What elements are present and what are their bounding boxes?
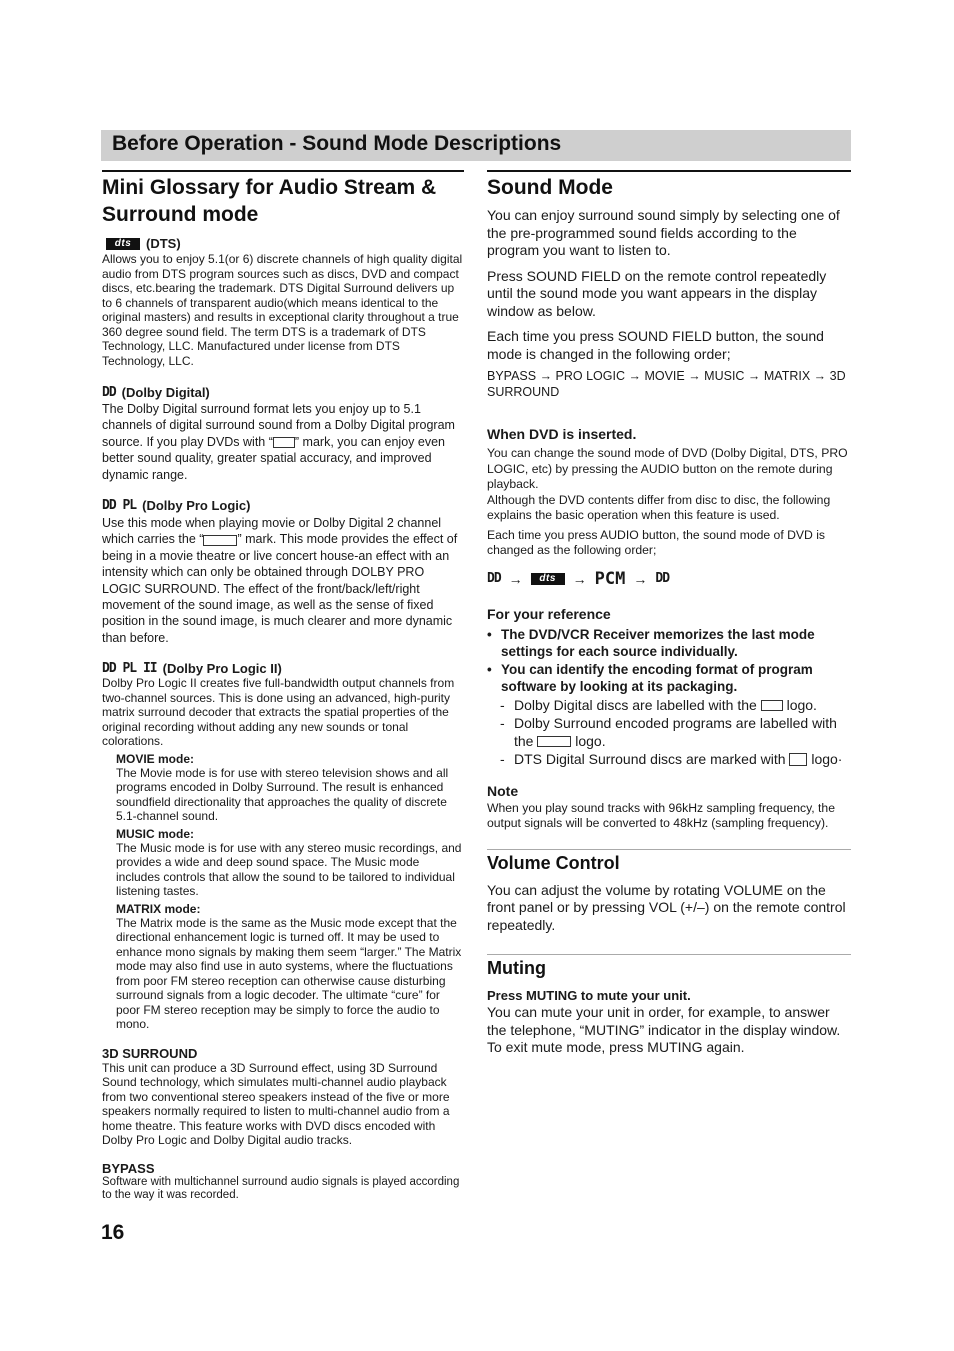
music-mode-heading: MUSIC mode: <box>116 826 194 841</box>
dts-term <box>102 236 464 251</box>
movie-mode-text: The Movie mode is for use with stereo television shows and all programs encoded in Dolby Surround. The result is enhanced soundfield directionality that approaches the quality of discrete 5.1-channel sound. <box>116 765 449 824</box>
dolby-surround-mark-icon <box>537 736 571 747</box>
dolby-digital-label: (Dolby Digital) <box>121 385 210 400</box>
sound-mode-p1: You can enjoy surround sound simply by selecting one of the pre-programmed sound fields according to the program you want to listen to. <box>487 207 840 258</box>
dolby-digital-logo-icon: DD <box>655 571 670 586</box>
dolby-digital-logo-icon: DD <box>487 571 501 586</box>
divider <box>487 170 851 172</box>
divider <box>487 954 851 955</box>
pro-logic2-modes <box>116 752 464 1032</box>
dts-logo-icon: dts <box>531 573 565 585</box>
sound-mode-order: BYPASS → PRO LOGIC → MOVIE → MUSIC → MATRIX → 3D SURROUND <box>487 369 846 399</box>
reference-heading: For your reference <box>487 605 611 622</box>
dash-1-text-a: Dolby Digital discs are labelled with the <box>514 696 757 713</box>
pro-logic-term <box>102 498 464 513</box>
dolby-digital-logo-icon: DD <box>102 385 116 400</box>
matrix-mode-heading: MATRIX mode: <box>116 901 201 916</box>
pro-logic-text-a: Use this mode when playing movie or Dolby Digital 2 channel which carries the “ <box>102 516 442 547</box>
dvd-p2: Although the DVD contents differ from disc to disc, the following explains the basic operation when this feature is used. <box>487 492 831 522</box>
dash-icon: - <box>500 750 505 767</box>
page-title: Before Operation - Sound Mode Descriptions <box>112 132 562 155</box>
pro-logic2-term <box>102 661 464 676</box>
volume-text: You can adjust the volume by rotating VOLUME on the front panel or by pressing VOL (+/–) on the remote control repeatedly. <box>487 881 846 933</box>
dash-1-text-b: logo. <box>786 696 817 713</box>
dvd-p3: Each time you press AUDIO button, the sound mode of DVD is changed as the following order; <box>487 527 826 557</box>
dts-label: (DTS) <box>146 236 181 251</box>
pro-logic2-logo-icon: DD PL II <box>102 661 157 677</box>
reference-dash-3-text <box>514 750 842 768</box>
pro-logic-text <box>102 515 464 646</box>
dolby-digital-entry <box>102 385 464 483</box>
muting-text: You can mute your unit in order, for example, to answer the telephone, “MUTING” indicator in the display window. To exit mute mode, press MUTING again. <box>487 1004 841 1055</box>
reference-bullet-2 <box>487 661 851 696</box>
dash-icon: - <box>500 714 505 731</box>
reference-dash-1 <box>500 696 851 714</box>
movie-mode-heading: MOVIE mode: <box>116 751 195 766</box>
dash-3-text-a: DTS Digital Surround discs are marked with <box>514 750 786 767</box>
dolby-digital-text <box>102 401 464 483</box>
dts-text: Allows you to enjoy 5.1(or 6) discrete channels of high quality digital audio from DTS program sources such as discs, DVD and compact discs, etc.bearing the trademark. DTS Digital Surround delivers up to 6 channels of transparent audio(which means identical to the original masters) and results in exceptional clarity throughout a true 360 degree sound field. The term DTS is a trademark of DTS Technology, LLC. Manufactured under license from DTS Technology, LLC. <box>102 252 463 368</box>
divider <box>487 849 851 850</box>
bullet-icon: • <box>487 661 492 677</box>
matrix-mode-text: The Matrix mode is the same as the Music mode except that the directional enhancement logic is turned off. It may be used to enhance mono signals by making them seem “larger.” The Matrix mode may also find use in auto systems, where the fluctuations from poor FM stereo reception can otherwise cause disturbing surround signals from a logic decoder. The ultimate “cure” for poor FM stereo reception may be simply to force the audio to mono. <box>116 915 462 1032</box>
dash-3-text-b: logo· <box>811 750 843 767</box>
surround3d-text: This unit can produce a 3D Surround effect, using 3D Surround Sound technology, which simulates multi-channel audio playback from two conventional stereo speakers instead of the five or more speakers normally required to listen to multi-channel audio from a home theatre. This feature works with DVD discs encoded with Dolby Pro Logic and Dolby Digital audio tracks. <box>102 1060 450 1148</box>
dolby-digital-term <box>102 385 464 400</box>
sound-mode-p3: Each time you press SOUND FIELD button, the sound mode is changed in the following order; <box>487 328 824 362</box>
bypass-heading: BYPASS <box>102 1160 155 1176</box>
surround3d-heading: 3D SURROUND <box>102 1045 198 1061</box>
reference-dash-1-text <box>514 696 817 714</box>
pro-logic2-entry <box>102 661 464 1032</box>
section-banner <box>101 130 851 161</box>
pro-logic2-label: (Dolby Pro Logic II) <box>162 661 282 677</box>
note-heading: Note <box>487 782 519 799</box>
glossary-heading: Mini Glossary for Audio Stream & Surround mode <box>102 176 437 226</box>
reference-dash-2-text <box>514 714 851 750</box>
dolby-surround-mark-icon <box>203 535 237 546</box>
dolby-digital-mark-icon <box>273 437 295 448</box>
divider <box>102 170 464 172</box>
sound-mode-p2: Press SOUND FIELD on the remote control repeatedly until the sound mode you want appears in the display window as below. <box>487 267 827 319</box>
dvd-heading: When DVD is inserted. <box>487 426 637 442</box>
muting-heading: Muting <box>487 958 546 978</box>
bypass-text: Software with multichannel surround audio signals is played according to the way it was recorded. <box>102 1175 460 1202</box>
arrow-icon: → <box>633 570 648 587</box>
note-text: When you play sound tracks with 96kHz sampling frequency, the output signals will be converted to 48kHz (sampling frequency). <box>487 800 835 830</box>
sound-mode-column <box>487 170 851 1057</box>
volume-heading: Volume Control <box>487 852 620 873</box>
arrow-icon: → <box>508 570 523 587</box>
arrow-icon: → <box>572 570 587 587</box>
pro-logic2-text: Dolby Pro Logic II creates five full-bandwidth output channels from two-channel sources. This is done using an advanced, high-purity matrix surround decoder that extracts the spatial properties of the original recording without adding any new sounds or tonal colorations. <box>102 676 455 749</box>
pcm-logo-icon: PCM <box>594 568 626 589</box>
reference-bullet-1 <box>487 626 851 661</box>
dts-logo-icon: dts <box>106 238 140 250</box>
dash-2-text-a: Dolby Surround encoded programs are labelled with the <box>514 714 837 749</box>
sound-mode-heading: Sound Mode <box>487 176 613 199</box>
muting-subheading: Press MUTING to mute your unit. <box>487 988 691 1003</box>
dash-icon: - <box>500 696 505 713</box>
reference-dash-3 <box>500 750 851 768</box>
pro-logic-text-b: ” mark. This mode provides the effect of being in a movie theatre or live concert house-an effect with an intensity which can only be obtained through DOLBY PRO LOGIC SURROUND. The effect of the front/back/left/right movement of the sound image, as well as the sense of fixed position in the sound image, is much clearer and more dynamic than before. <box>102 532 458 645</box>
bullet-icon: • <box>487 626 492 642</box>
dvd-audio-sequence <box>487 569 851 589</box>
pro-logic-logo-icon: DD PL <box>102 498 137 514</box>
reference-dash-2 <box>500 714 851 750</box>
dolby-digital-text-b: ” mark, you can enjoy even better sound quality, greater spatial accuracy, and improved dynamic range. <box>102 434 445 482</box>
glossary-column <box>102 170 464 1203</box>
dolby-digital-mark-icon <box>761 700 783 711</box>
music-mode-text: The Music mode is for use with any stereo music recordings, and provides a wide and deep sound space. The Music mode includes controls that allow the sound to be tailored to individual listening tastes. <box>116 840 462 899</box>
dts-entry <box>102 236 464 368</box>
page-number: 16 <box>101 1221 125 1244</box>
bypass-entry <box>102 1161 464 1203</box>
pro-logic-label: (Dolby Pro Logic) <box>142 498 251 514</box>
reference-bullet-2-text: You can identify the encoding format of program software by looking at its packaging. <box>501 661 813 694</box>
pro-logic-entry <box>102 498 464 646</box>
dts-mark-icon <box>789 753 807 766</box>
dash-2-text-b: logo. <box>575 732 606 749</box>
surround3d-entry <box>102 1046 464 1148</box>
dvd-p1: You can change the sound mode of DVD (Dolby Digital, DTS, PRO LOGIC, etc) by pressing the AUDIO button on the remote during playback. <box>487 446 848 491</box>
dolby-digital-text-a: The Dolby Digital surround format lets you enjoy up to 5.1 channels of digital surround sound from a Dolby Digital program source. If you play DVDs with “ <box>102 402 455 449</box>
reference-bullet-1-text: The DVD/VCR Receiver memorizes the last mode settings for each source individually. <box>501 626 815 659</box>
